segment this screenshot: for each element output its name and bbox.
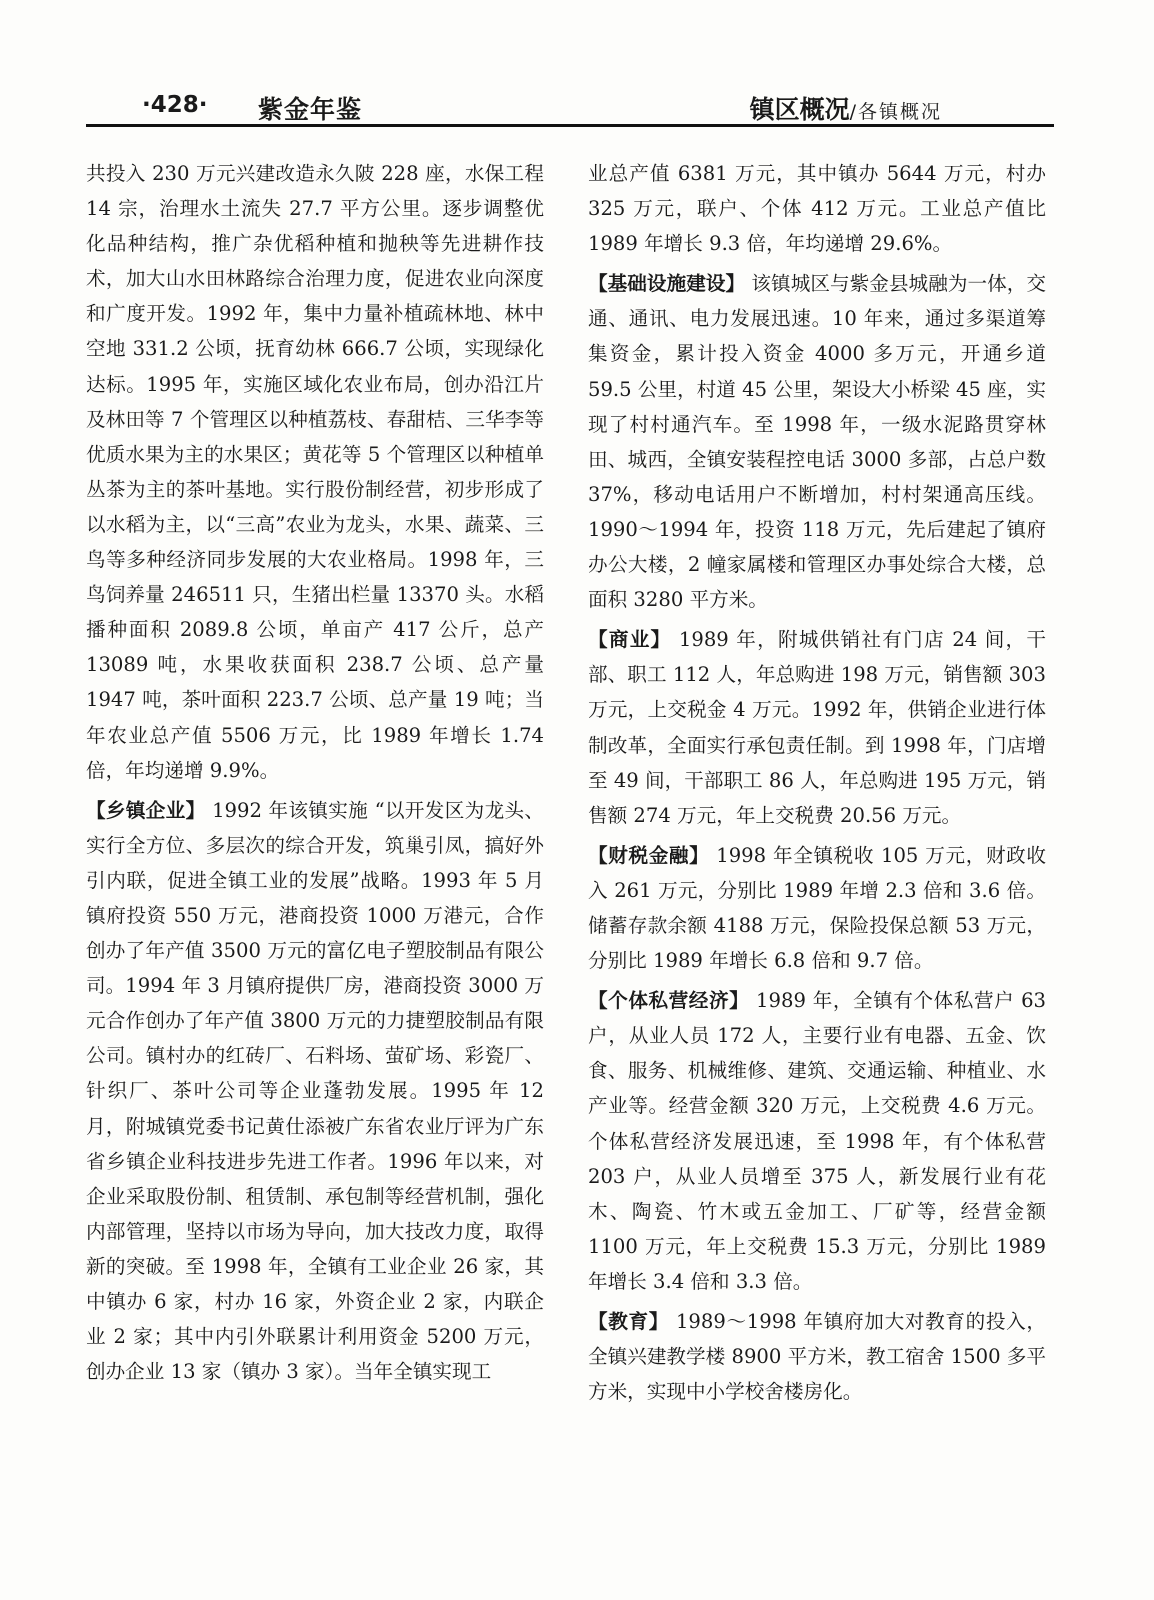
right-column bbox=[588, 156, 1046, 1409]
education-paragraph bbox=[588, 1304, 1046, 1409]
section-title: 镇区概况 bbox=[749, 95, 850, 124]
book-title: 紫金年鉴 bbox=[258, 95, 363, 124]
subsection-title: /各镇概况 bbox=[849, 101, 942, 123]
infrastructure-paragraph bbox=[588, 266, 1046, 617]
commerce-paragraph bbox=[588, 622, 1046, 833]
page-number: ·428· bbox=[142, 92, 208, 118]
page-header bbox=[86, 86, 1054, 126]
private-economy-text: 1989 年，全镇有个体私营户 63 户，从业人员 172 人，主要行业有电器、五金、饮食、服务、机械维修、建筑、交通运输、种植业、水产业等。经营金额 320 万元，上交税费 4.6 万元。个体私营经济发展迅速，至 1998 年，有个体私营 203 户，从业人员增至 375 人，新发展行业有花木、陶瓷、竹木或五金加工、厂矿等，经营金额 1100 万元，年上交税费 15.3 万元，分别比 1989 年增长 3.4 倍和 3.3 倍。 bbox=[588, 989, 1047, 1293]
industry-output-paragraph: 业总产值 6381 万元，其中镇办 5644 万元，村办 325 万元，联户、个体 412 万元。工业总产值比 1989 年增长 9.3 倍，年均递增 29.6%。 bbox=[588, 162, 1046, 256]
township-enterprise-paragraph bbox=[86, 793, 544, 1390]
agriculture-paragraph: 共投入 230 万元兴建改造永久陂 228 座，水保工程 14 宗，治理水土流失 27.7 平方公里。逐步调整优化品种结构，推广杂优稻种植和抛秧等先进耕作技术，加大山水田林路综合治理力度，促进农业向深度和广度开发。1992 年，集中力量补植疏林地、林中空地 331.2 公顷，抚育幼林 666.7 公顷，实现绿化达标。1995 年，实施区域化农业布局，创办沿江片及林田等 7 个管理区以种植荔枝、春甜桔、三华李等优质水果为主的水果区；黄花等 5 个管理区以种植单丛茶为主的茶叶基地。实行股份制经营，初步形成了以水稻为主，以“三高”农业为龙头，水果、蔬菜、三鸟等多种经济同步发展的大农业格局。1998 年，三鸟饲养量 246511 只，生猪出栏量 13370 头。水稻播种面积 2089.8 公顷，单亩产 417 公斤，总产 13089 吨，水果收获面积 238.7 公顷、总产量 1947 吨，茶叶面积 223.7 公顷、总产量 19 吨；当年农业总产值 5506 万元，比 1989 年增长 1.74 倍，年均递增 9.9%。 bbox=[86, 162, 544, 782]
township-enterprise-heading: 【乡镇企业】 bbox=[86, 798, 206, 822]
education-text: 1989～1998 年镇府加大对教育的投入，全镇兴建教学楼 8900 平方米，教工宿舍 1500 多平方米，实现中小学校舍楼房化。 bbox=[588, 1310, 1047, 1404]
township-enterprise-text: 1992 年该镇实施 “以开发区为龙头、实行全方位、多层次的综合开发，筑巢引凤，搞好外引内联，促进全镇工业的发展”战略。1993 年 5 月镇府投资 550 万元，港商投资 1000 万港元，合作创办了年产值 3500 万元的富亿电子塑胶制品有限公司。1994 年 3 月镇府提供厂房，港商投资 3000 万元合作创办了年产值 3800 万元的力捷塑胶制品有限公司。镇村办的红砖厂、石料场、萤矿场、彩瓷厂、针织厂、茶叶公司等企业蓬勃发展。1995 年 12 月，附城镇党委书记黄仕添被广东省农业厅评为广东省乡镇企业科技进步先进工作者。1996 年以来，对企业采取股份制、租赁制、承包制等经营机制，强化内部管理，坚持以市场为导向，加大技改力度，取得新的突破。至 1998 年，全镇有工业企业 26 家，其中镇办 6 家，村办 16 家，外资企业 2 家，内联企业 2 家；其中内引外联累计利用资金 5200 万元，创办企业 13 家（镇办 3 家）。当年全镇实现工 bbox=[86, 798, 544, 1384]
running-section-title bbox=[750, 90, 942, 126]
private-economy-paragraph bbox=[588, 983, 1046, 1299]
infrastructure-text: 该镇城区与紫金县城融为一体，交通、通讯、电力发展迅速。10 年来，通过多渠道筹集资金，累计投入资金 4000 多万元，开通乡道 59.5 公里，村道 45 公里，架设大小桥梁 45 座，实现了村村通汽车。至 1998 年，一级水泥路贯穿林田、城西，全镇安装程控电话 3000 多部，占总户数 37%，移动电话用户不断增加，村村架通高压线。1990～1994 年，投资 118 万元，先后建起了镇府办公大楼，2 幢家属楼和管理区办事处综合大楼，总面积 3280 平方米。 bbox=[588, 272, 1046, 612]
commerce-heading: 【商业】 bbox=[588, 628, 672, 652]
infrastructure-heading: 【基础设施建设】 bbox=[588, 272, 746, 296]
left-column bbox=[86, 156, 544, 1389]
commerce-text: 1989 年，附城供销社有门店 24 间，干部、职工 112 人，年总购进 198 万元，销售额 303 万元，上交税金 4 万元。1992 年，供销企业进行体制改革，全面实行承包责任制。到 1998 年，门店增至 49 间，干部职工 86 人，年总购进 195 万元，销售额 274 万元，年上交税费 20.56 万元。 bbox=[588, 628, 1047, 827]
education-heading: 【教育】 bbox=[588, 1310, 670, 1333]
private-economy-heading: 【个体私营经济】 bbox=[588, 989, 750, 1013]
header-rule bbox=[86, 124, 1054, 127]
finance-text: 1998 年全镇税收 105 万元，财政收入 261 万元，分别比 1989 年增 2.3 倍和 3.6 倍。储蓄存款余额 4188 万元，保险投保总额 53 万元，分别比 1989 年增长 6.8 倍和 9.7 倍。 bbox=[588, 843, 1047, 973]
finance-heading: 【财税金融】 bbox=[588, 843, 710, 867]
finance-paragraph bbox=[588, 838, 1046, 978]
